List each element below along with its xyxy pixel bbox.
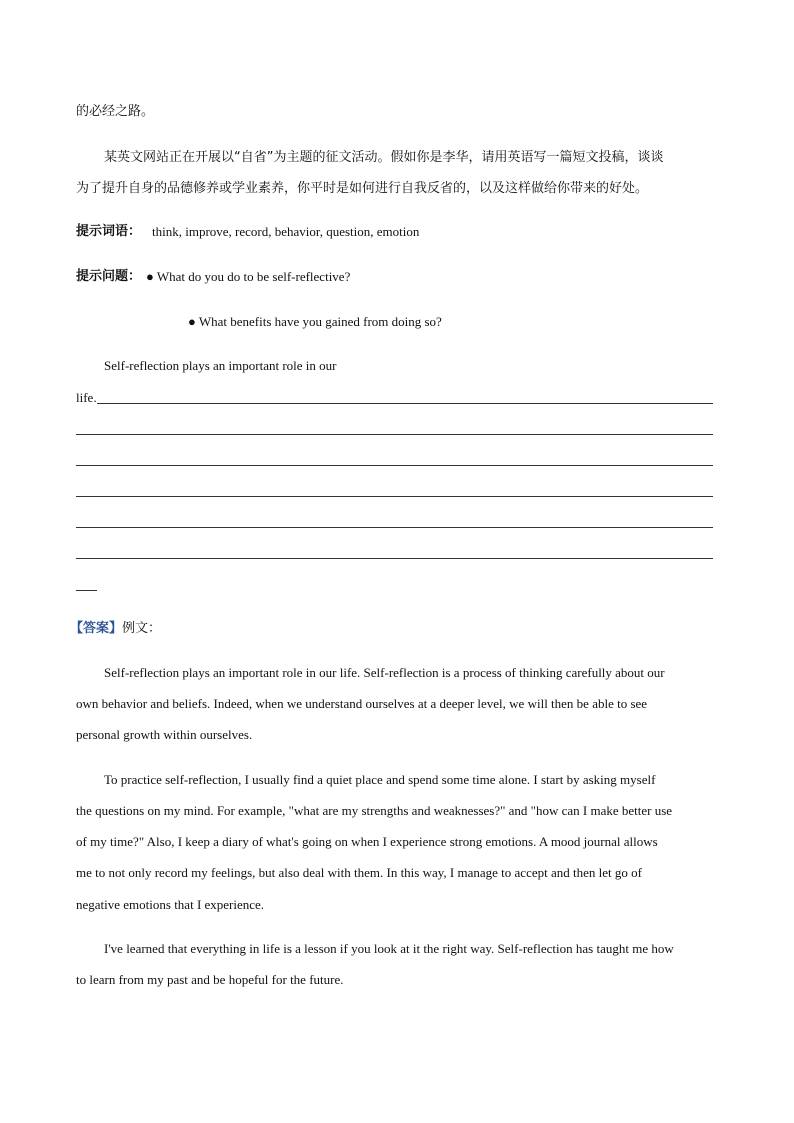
answer-p3-line: I've learned that everything in life is a lesson if you look at it the right way. Self-reflection has taught me how: [104, 941, 674, 956]
writing-blank-line: [76, 558, 713, 559]
answer-heading: [70, 620, 161, 638]
intro-continuation: 的必经之路。: [76, 104, 155, 119]
answer-p1-line: personal growth within ourselves.: [76, 727, 253, 742]
hint-words-label: 提示词语：: [76, 224, 142, 239]
hint-questions-label: 提示问题：: [76, 269, 142, 284]
answer-p2-line: To practice self-reflection, I usually find a quiet place and spend some time alone. I start by asking myself: [104, 772, 656, 787]
prompt-line-2: 为了提升自身的品德修养或学业素养，你平时是如何进行自我反省的，以及这样做给你带来的好处。: [76, 181, 649, 196]
writing-blank-line: [76, 465, 713, 466]
answer-p2-line: me to not only record my feelings, but also deal with them. In this way, I manage to accept and then let go of: [76, 865, 642, 880]
writing-blank-line: [76, 434, 713, 435]
writing-blank-line: [76, 496, 713, 497]
answer-label: 例文：: [122, 621, 162, 636]
answer-p2-line: the questions on my mind. For example, "what are my strengths and weaknesses?" and "how can I make better use: [76, 803, 673, 818]
answer-p2-line: of my time?" Also, I keep a diary of what's going on when I experience strong emotions. A mood journal allows: [76, 834, 658, 849]
writing-starter: Self-reflection plays an important role in our: [104, 358, 337, 373]
answer-p1-line: Self-reflection plays an important role in our life. Self-reflection is a process of thinking carefully about our: [104, 665, 665, 680]
hint-words: think, improve, record, behavior, question, emotion: [152, 224, 420, 239]
answer-p1-line: own behavior and beliefs. Indeed, when we understand ourselves at a deeper level, we will then be able to see: [76, 696, 648, 711]
prompt-line-1: 某英文网站正在开展以“自省”为主题的征文活动。假如你是李华，请用英语写一篇短文投稿，谈谈: [104, 150, 664, 165]
writing-starter-cont: life.: [76, 390, 97, 405]
hint-question-2: ● What benefits have you gained from doing so?: [188, 314, 442, 329]
answer-p2-line: negative emotions that I experience.: [76, 897, 265, 912]
answer-p3-line: to learn from my past and be hopeful for the future.: [76, 972, 344, 987]
writing-blank-line: [76, 527, 713, 528]
writing-blank-line-end: [76, 590, 97, 591]
hint-question-1: ● What do you do to be self-reflective?: [146, 269, 351, 284]
answer-tag: 【答案】: [70, 621, 123, 636]
writing-blank-line: [97, 403, 713, 404]
